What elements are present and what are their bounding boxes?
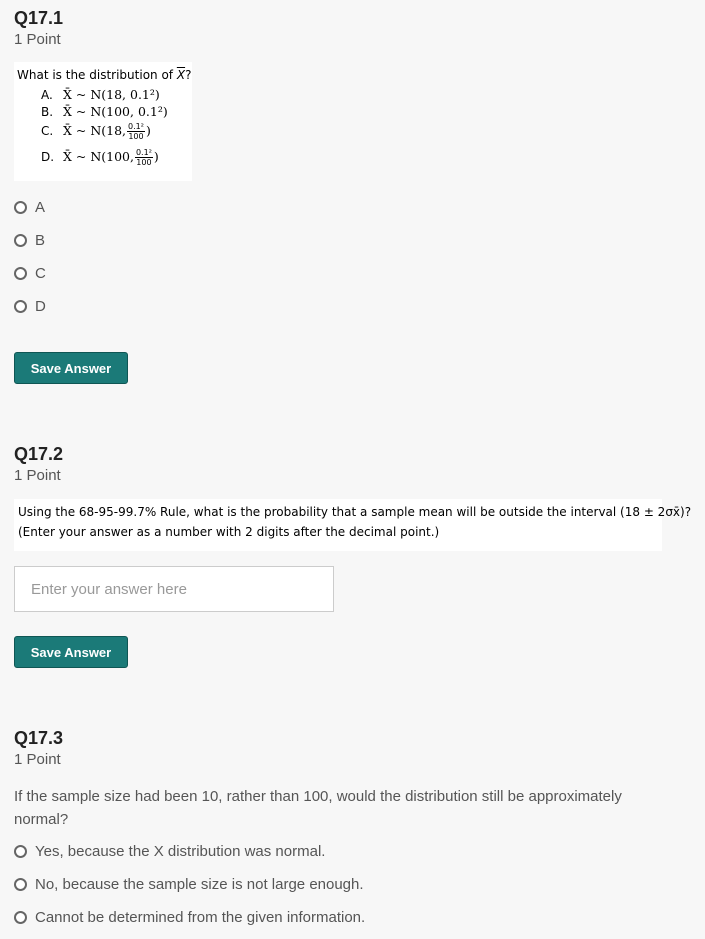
- answer-input[interactable]: [14, 566, 334, 612]
- question-points: 1 Point: [14, 31, 61, 48]
- question-image: [14, 62, 192, 181]
- radio-button[interactable]: [14, 267, 27, 280]
- radio-button[interactable]: [14, 300, 27, 313]
- question-image: [14, 499, 692, 551]
- radio-button[interactable]: [14, 201, 27, 214]
- choice-yes[interactable]: Yes, because the X distribution was normal.: [14, 843, 325, 860]
- radio-button[interactable]: [14, 878, 27, 891]
- option-a-formula: A. X̄ ~ N(18, 0.1²): [41, 87, 160, 102]
- question-title: Q17.2: [14, 444, 64, 464]
- option-d-formula: D. X̄ ~ N(100, $\frac{\text{0.1²}}{100}$ ): [41, 148, 159, 167]
- choice-b[interactable]: B: [14, 232, 45, 249]
- question-text-line2: (Enter your answer as a number with 2 digits after the decimal point.): [18, 525, 440, 539]
- choice-no[interactable]: No, because the sample size is not large enough.: [14, 876, 364, 893]
- choice-cannot-determine[interactable]: Cannot be determined from the given information.: [14, 909, 365, 926]
- save-answer-button[interactable]: Save Answer: [14, 636, 128, 668]
- question-text: If the sample size had been 10, rather than 100, would the distribution still be approximately normal?: [14, 788, 622, 828]
- choice-c[interactable]: C: [14, 265, 46, 282]
- question-title: Q17.3: [14, 728, 64, 748]
- choice-d[interactable]: D: [14, 298, 46, 315]
- save-answer-button[interactable]: Save Answer: [14, 352, 128, 384]
- option-b-formula: B. X̄ ~ N(100, 0.1²): [41, 104, 168, 119]
- question-points: 1 Point: [14, 751, 61, 768]
- choice-a[interactable]: A: [14, 199, 45, 216]
- radio-button[interactable]: [14, 234, 27, 247]
- option-c-formula: C. X̄ ~ N(18, $\frac{\text{0.1²}}{100}$ ): [41, 122, 151, 141]
- question-prompt: What is the distribution of $\overline{X}$?: [17, 68, 192, 82]
- question-title: Q17.1: [14, 8, 64, 28]
- question-text-line1: Using the 68-95-99.7% Rule, what is the probability that a sample mean will be outside the interval (18 ± 2σx̄)?: [18, 505, 692, 519]
- radio-button[interactable]: [14, 911, 27, 924]
- radio-button[interactable]: [14, 845, 27, 858]
- question-points: 1 Point: [14, 467, 61, 484]
